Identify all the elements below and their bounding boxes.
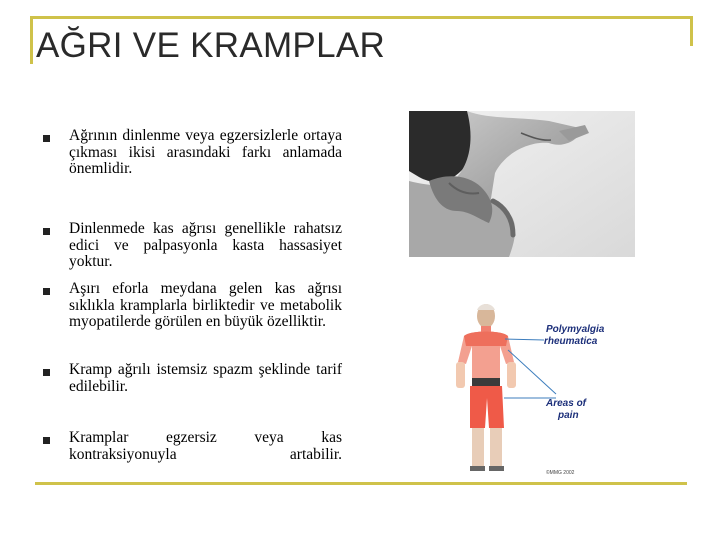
bullet-text-4: Kramp ağrılı istemsiz spazm şeklinde tarif edilebilir.	[69, 361, 342, 395]
diagram-copyright: ©MMG 2002	[546, 470, 575, 476]
bullet-text-2: Dinlenmede kas ağrısı genellikle rahatsız edici ve palpasyonla kasta hassasiyet yoktur.	[69, 220, 342, 271]
bullet-marker	[43, 288, 50, 295]
bullet-marker	[43, 437, 50, 444]
diagram-label-areas-1: Areas of	[546, 398, 587, 409]
title-frame-left	[30, 16, 33, 64]
title-frame-right	[690, 16, 693, 46]
bullet-marker	[43, 369, 50, 376]
polymyalgia-diagram	[448, 302, 608, 478]
diagram-label-title-1: Polymyalgia	[546, 324, 605, 335]
slide-title: AĞRI VE KRAMPLAR	[36, 26, 386, 65]
bullet-text-3: Aşırı eforla meydana gelen kas ağrısı sıklıkla kramplarla birliktedir ve metabolik myopatilerde görülen en büyük özelliktir.	[69, 280, 342, 331]
bullet-text-5: Kramplar egzersiz veya kas kontraksiyonuyla artabilir.	[69, 429, 342, 463]
diagram-label-title-2: rheumatica	[544, 336, 598, 347]
footer-rule	[35, 482, 687, 485]
bullet-text-1: Ağrının dinlenme veya egzersizlerle ortaya çıkması ikisi arasındaki farkı anlamada önemlidir.	[69, 127, 342, 178]
title-frame-top	[30, 16, 693, 19]
diagram-label-areas-2: pain	[558, 410, 579, 421]
shoulder-pain-photo	[409, 111, 635, 257]
bullet-marker	[43, 228, 50, 235]
bullet-marker	[43, 135, 50, 142]
